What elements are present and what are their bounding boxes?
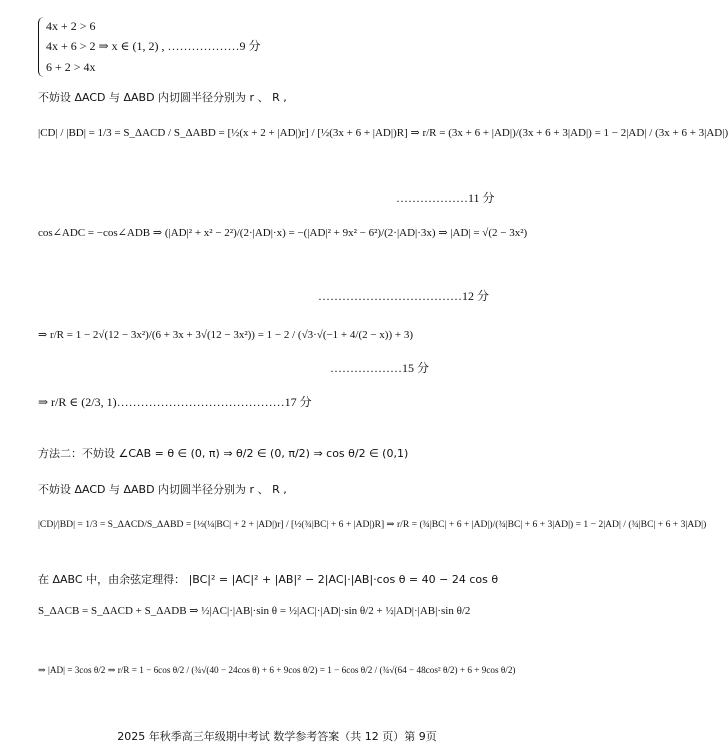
equation-law-of-cosines: 在 ΔABC 中，由余弦定理得： |BC|² = |AC|² + |AB|² − 2|AC|·|AB|·cos θ = 40 − 24 cos θ <box>38 573 499 586</box>
equation-range: ⇒ r/R ∈ (2/3, 1)……………………………………17 分 <box>38 395 312 409</box>
page-footer: 2025 年秋季高三年级期中考试 数学参考答案（共 12 页）第 9页 <box>117 730 437 743</box>
system-row-2: 4x + 6 > 2 ⇒ x ∈ (1, 2) , ………………9 分 <box>46 39 261 53</box>
equation-final: ⇒ |AD| = 3cos θ/2 ⇒ r/R = 1 − 6cos θ/2 / (¾√(40 − 24cos θ) + 6 + 9cos θ/2) = 1 − 6cos θ/2 / (¾√(64 − 48cos² θ/2) + 6 + 9cos θ/2) <box>38 665 516 675</box>
equation-cosine: cos∠ADC = −cos∠ADB ⇒ (|AD|² + x² − 2²)/(2·|AD|·x) = −(|AD|² + 9x² − 6²)/(2·|AD|·3x) ⇒ |AD| = √(2 − 3x²) <box>38 227 528 239</box>
assume-line-1: 不妨设 ΔACD 与 ΔABD 内切圆半径分别为 r 、 R , <box>38 91 287 104</box>
equation-ratio-1: |CD| / |BD| = 1/3 = S_ΔACD / S_ΔABD = [½(x + 2 + |AD|)r] / [½(3x + 6 + |AD|)R] ⇒ r/R = (3x + 6 + |AD|)/(3x + 6 + 3|AD|) = 1 − 2|AD| / (3x + 6 + 3|AD|) <box>38 127 728 139</box>
system-row-3: 6 + 2 > 4x <box>46 60 96 74</box>
system-row-1: 4x + 2 > 6 <box>46 19 96 33</box>
score-11: ………………11 分 <box>396 191 495 205</box>
equation-area-sum: S_ΔACB = S_ΔACD + S_ΔADB ⇒ ½|AC|·|AB|·sin θ = ½|AC|·|AD|·sin θ/2 + ½|AD|·|AB|·sin θ/2 <box>38 605 471 617</box>
assume-line-2: 不妨设 ΔACD 与 ΔABD 内切圆半径分别为 r 、 R , <box>38 483 287 496</box>
method-two-heading: 方法二：不妨设 ∠CAB = θ ∈ (0, π) ⇒ θ/2 ∈ (0, π/2) ⇒ cos θ/2 ∈ (0,1) <box>38 447 409 460</box>
score-15: ………………15 分 <box>330 361 430 375</box>
score-12: ………………………………12 分 <box>318 289 490 303</box>
equation-ratio-2: |CD|/|BD| = 1/3 = S_ΔACD/S_ΔABD = [½(¼|BC| + 2 + |AD|)r] / [½(¾|BC| + 6 + |AD|)R] ⇒ r/R = (¾|BC| + 6 + |AD|)/(¾|BC| + 6 + 3|AD|) = 1 − 2|AD| / (¾|BC| + 6 + 3|AD|) <box>38 519 707 530</box>
equation-r-over-R: ⇒ r/R = 1 − 2√(12 − 3x²)/(6 + 3x + 3√(12 − 3x²)) = 1 − 2 / (√3·√(−1 + 4/(2 − x)) + 3) <box>38 329 413 341</box>
